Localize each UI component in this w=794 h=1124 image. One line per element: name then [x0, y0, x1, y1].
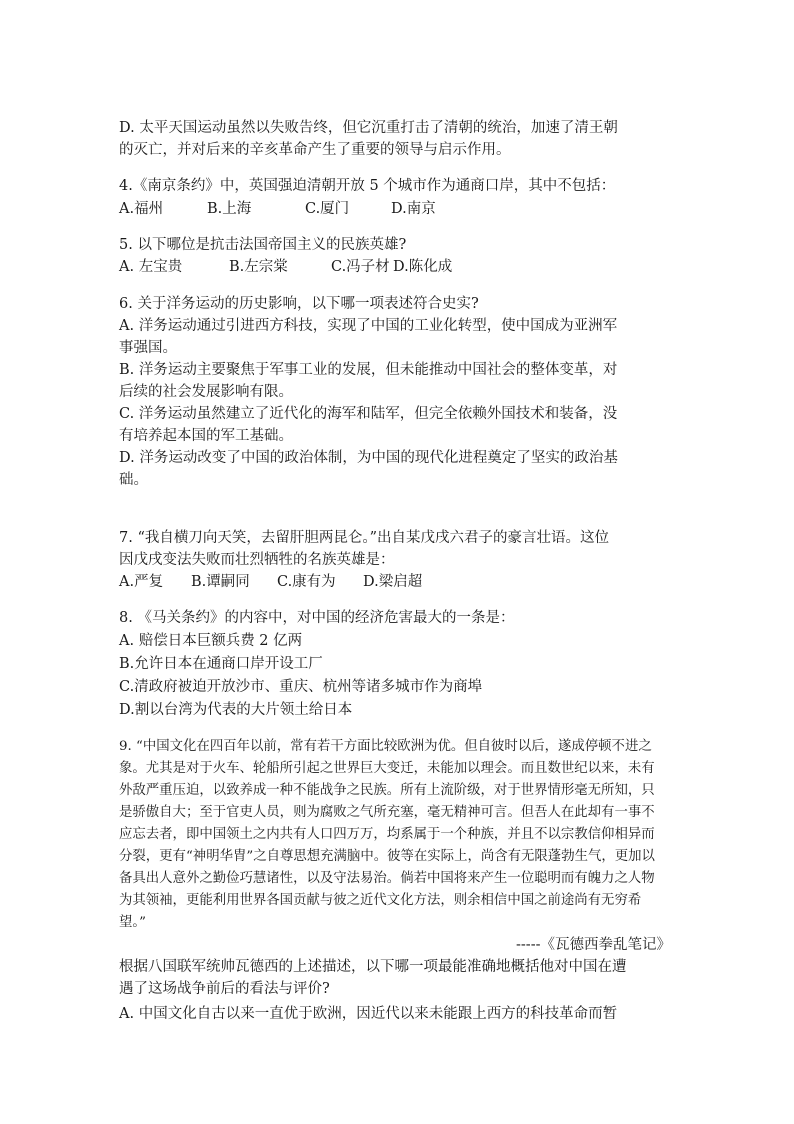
q7-option-c: C.康有为 — [277, 574, 336, 590]
q6-option-b-line1: B. 洋务运动主要聚焦于军事工业的发展，但未能推动中国社会的整体变革，对 — [119, 362, 618, 378]
q9-quote-line: 外敌严重压迫，以致养成一种不能战争之民族。所有上流阶级，对于世界情形毫无所知，只 — [119, 783, 655, 798]
q5-option-a: A. 左宝贵 — [119, 259, 183, 275]
q6-option-a-line2: 事强国。 — [119, 340, 177, 356]
q5-option-b: B.左宗棠 — [229, 259, 288, 275]
q6-option-b-line2: 后续的社会发展影响有限。 — [119, 384, 293, 400]
q9-quote-line: 应忘去者，即中国领土之内共有人口四万万，均系属于一个种族，并且不以宗教信仰相异而 — [119, 827, 655, 842]
q9-stem-line2: 遇了这场战争前后的看法与评价? — [119, 981, 330, 997]
q7-option-b: B.谭嗣同 — [191, 574, 250, 590]
q9-quote-line: 备具出人意外之勤俭巧慧诸性，以及守法易治。倘若中国将来产生一位聪明而有魄力之人物 — [119, 871, 655, 886]
q6-stem: 6. 关于洋务运动的历史影响，以下哪一项表述符合史实? — [119, 296, 479, 312]
q8-option-a: A. 赔偿日本巨额兵费 2 亿两 — [119, 633, 303, 649]
q7-stem-line2: 因戊戌变法失败而壮烈牺牲的名族英雄是： — [119, 552, 395, 568]
q7-stem-line1: 7. “我自横刀向天笑，去留肝胆两昆仑。”出自某戊戌六君子的豪言壮语。这位 — [119, 530, 610, 546]
q4-option-c: C.厦门 — [305, 201, 350, 217]
q4-options — [119, 200, 679, 218]
q7-options — [119, 573, 679, 591]
q5-option-d: D.陈化成 — [393, 259, 453, 275]
q4-option-a: A.福州 — [119, 201, 164, 217]
q9-quote-line: 是骄傲自大；至于官吏人员，则为腐败之气所充塞，毫无精神可言。但吾人在此却有一事不 — [119, 805, 655, 820]
q6-option-a-line1: A. 洋务运动通过引进西方科技，实现了中国的工业化转型，使中国成为亚洲军 — [119, 318, 618, 334]
q4-option-d: D.南京 — [391, 201, 436, 217]
q6-option-c-line1: C. 洋务运动虽然建立了近代化的海军和陆军，但完全依赖外国技术和装备，没 — [119, 406, 618, 422]
q7-option-a: A.严复 — [119, 574, 164, 590]
q5-stem: 5. 以下哪位是抗击法国帝国主义的民族英雄? — [119, 237, 407, 253]
q9-quote-line: 9. “中国文化在四百年以前，常有若干方面比较欧洲为优。但自彼时以后，遂成停顿不进之 — [119, 739, 652, 754]
q9-option-a-line1: A. 中国文化自古以来一直优于欧洲，因近代以来未能跟上西方的科技革命而暂 — [119, 1006, 618, 1022]
q9-source: -----《瓦德西拳乱笔记》 — [516, 937, 671, 953]
q6-option-d-line1: D. 洋务运动改变了中国的政治体制，为中国的现代化进程奠定了坚实的政治基 — [119, 450, 618, 466]
q4-stem: 4.《南京条约》中，英国强迫清朝开放 5 个城市作为通商口岸，其中不包括： — [119, 178, 616, 194]
q4-option-b: B.上海 — [207, 201, 252, 217]
q9-quote-line: 分裂，更有“神明华胄”之自尊思想充满脑中。彼等在实际上，尚含有无限蓬勃生气，更加以 — [119, 849, 655, 864]
q5-options — [119, 258, 679, 276]
q5-option-c: C.冯子材 — [331, 259, 390, 275]
q6-option-c-line2: 有培养起本国的军工基础。 — [119, 428, 293, 444]
q3-option-d-line1: D. 太平天国运动虽然以失败告终，但它沉重打击了清朝的统治，加速了清王朝 — [119, 120, 618, 136]
q9-stem-line1: 根据八国联军统帅瓦德西的上述描述，以下哪一项最能准确地概括他对中国在遭 — [119, 959, 627, 975]
q9-quote-line: 望。” — [119, 915, 146, 930]
q8-stem: 8. 《马关条约》的内容中，对中国的经济危害最大的一条是： — [119, 610, 515, 626]
q9-quote-line: 为其领袖，更能利用世界各国贡献与彼之近代文化方法，则余相信中国之前途尚有无穷希 — [119, 893, 642, 908]
q3-option-d-line2: 的灭亡，并对后来的辛亥革命产生了重要的领导与启示作用。 — [119, 142, 511, 158]
q8-option-c: C.清政府被迫开放沙市、重庆、杭州等诸多城市作为商埠 — [119, 679, 483, 695]
q9-quote-line: 象。尤其是对于火车、轮船所引起之世界巨大变迁，未能加以理会。而且数世纪以来，未有 — [119, 761, 655, 776]
q6-option-d-line2: 础。 — [119, 472, 148, 488]
q8-option-b: B.允许日本在通商口岸开设工厂 — [119, 656, 323, 672]
q7-option-d: D.梁启超 — [363, 574, 423, 590]
q8-option-d: D.割以台湾为代表的大片领土给日本 — [119, 702, 353, 718]
